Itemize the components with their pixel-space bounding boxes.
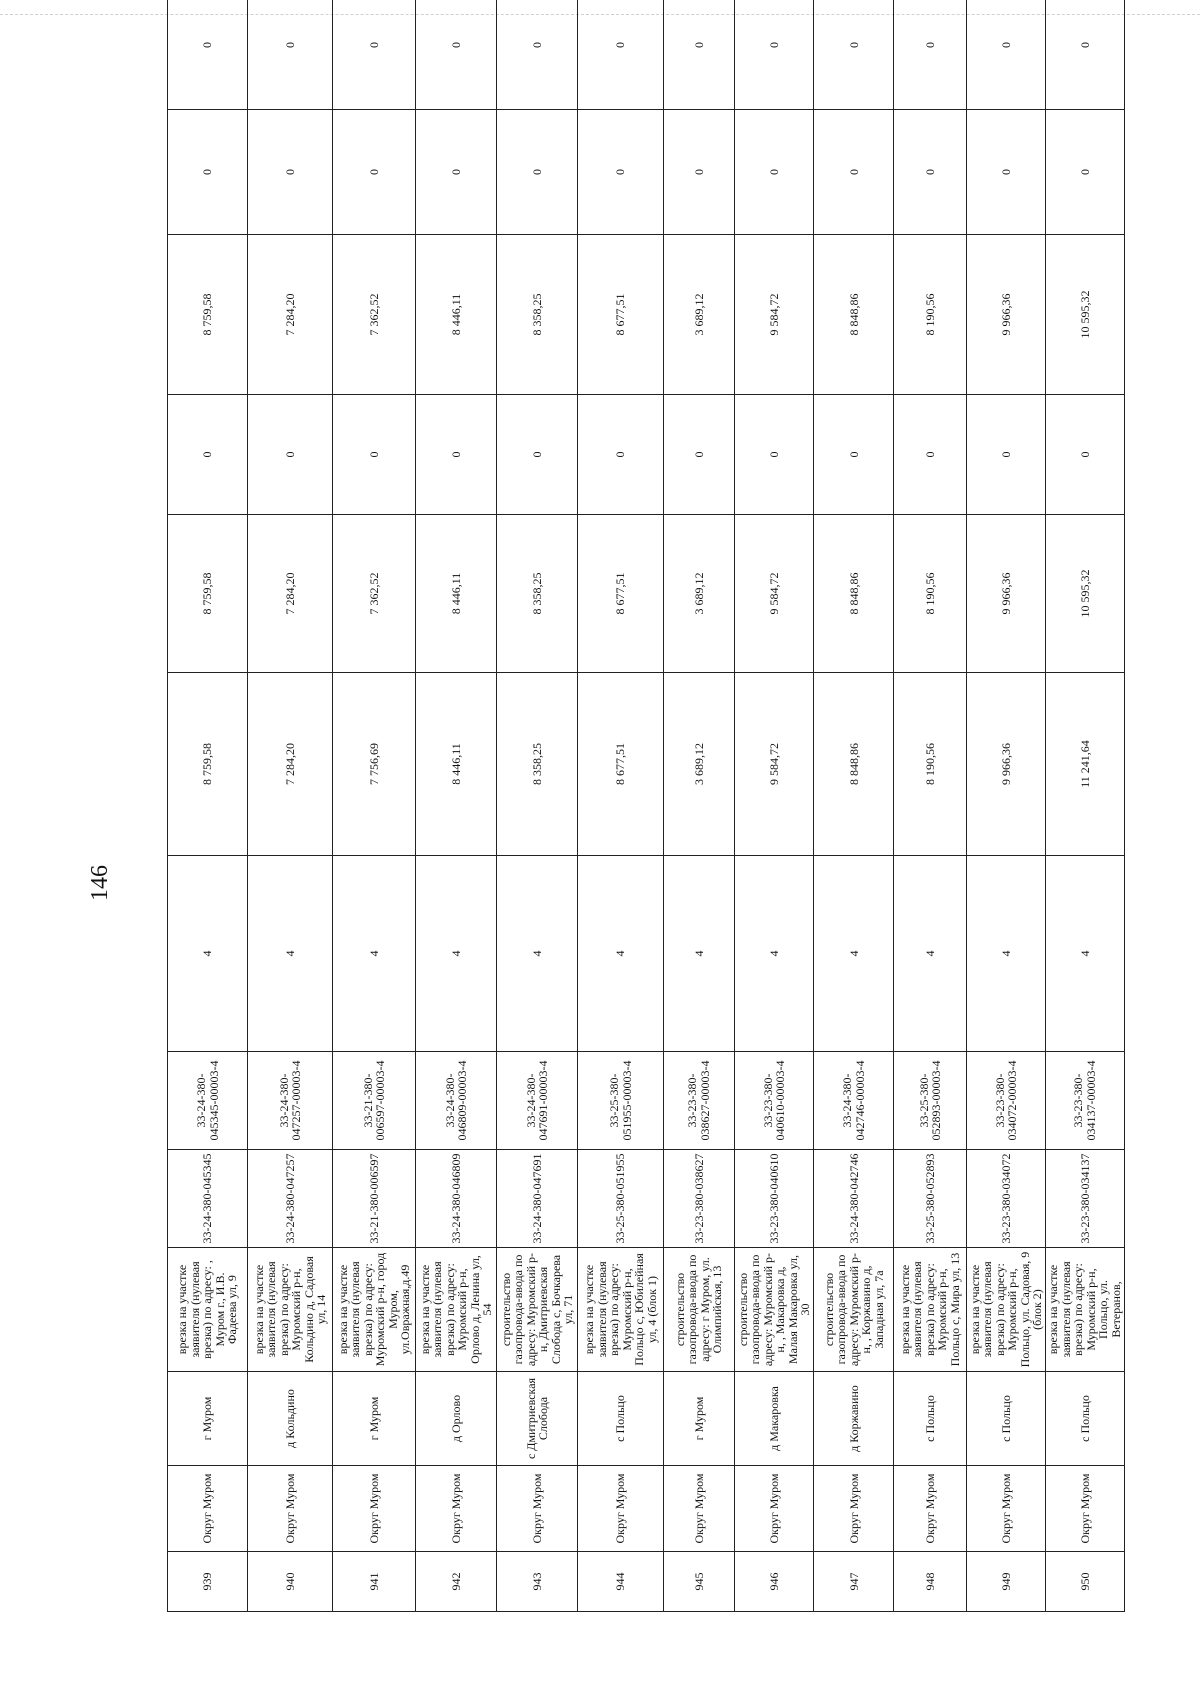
amount-cell-4: 10 595,32 <box>1045 235 1124 395</box>
description-cell: врезка на участке заявителя (нулевая врезка) по адресу: , Муром г., И.В. Фадеева ул, 9 <box>168 1248 248 1372</box>
amount-cell-1: 8 677,51 <box>578 673 663 856</box>
amount-cell-5: 0 <box>578 110 663 235</box>
description-cell: врезка на участке заявителя (нулевая врезка) по адресу: Муромский р-н, Польцо, ул. Ветеранов, <box>1045 1248 1124 1372</box>
contract-code-cell: 33-23-380-034072-00003-4 <box>967 1052 1046 1150</box>
description-cell: врезка на участке заявителя (нулевая врезка) по адресу: Муромский р-н, Польцо, ул. Садовая, 9 (блок 2) <box>967 1248 1046 1372</box>
row-number: 940 <box>248 1552 333 1612</box>
amount-cell-4: 8 190,56 <box>894 235 967 395</box>
amount-cell-5: 0 <box>248 110 333 235</box>
count-cell: 4 <box>1045 856 1124 1052</box>
contract-code-cell: 33-23-380-034137-00003-4 <box>1045 1052 1124 1150</box>
locality-cell: д Коржавино <box>814 1372 894 1466</box>
table-row <box>814 0 894 1612</box>
amount-cell-3: 0 <box>894 395 967 515</box>
amount-cell-3: 0 <box>168 395 248 515</box>
object-code-cell: 33-23-380-040610 <box>735 1150 814 1248</box>
description-cell: врезка на участке заявителя (нулевая врезка) по адресу: Муромский р-н, город Муром, ул.Овражная,д.49 <box>333 1248 416 1372</box>
amount-cell-5: 0 <box>735 110 814 235</box>
amount-cell-2: 9 966,36 <box>967 515 1046 673</box>
amount-cell-1: 8 446,11 <box>416 673 497 856</box>
amount-cell-3: 0 <box>967 395 1046 515</box>
data-table <box>167 0 1125 1612</box>
object-code-cell: 33-24-380-045345 <box>168 1150 248 1248</box>
row-number: 950 <box>1045 1552 1124 1612</box>
amount-cell-1: 8 190,56 <box>894 673 967 856</box>
object-code-cell: 33-23-380-034072 <box>967 1150 1046 1248</box>
amount-cell-1: 8 848,86 <box>814 673 894 856</box>
locality-cell: с Польцо <box>578 1372 663 1466</box>
locality-cell: г Муром <box>168 1372 248 1466</box>
amount-cell-6: 0 <box>814 0 894 110</box>
object-code-cell: 33-24-380-042746 <box>814 1150 894 1248</box>
amount-cell-6: 0 <box>168 0 248 110</box>
district-cell: Округ Муром <box>967 1466 1046 1552</box>
contract-code-cell: 33-24-380-045345-00003-4 <box>168 1052 248 1150</box>
amount-cell-4: 3 689,12 <box>663 235 735 395</box>
object-code-cell: 33-24-380-046809 <box>416 1150 497 1248</box>
contract-code-cell: 33-24-380-047257-00003-4 <box>248 1052 333 1150</box>
locality-cell: с Польцо <box>967 1372 1046 1466</box>
amount-cell-3: 0 <box>333 395 416 515</box>
amount-cell-5: 0 <box>333 110 416 235</box>
amount-cell-6: 0 <box>894 0 967 110</box>
locality-cell: с Польцо <box>894 1372 967 1466</box>
table-row <box>1045 0 1124 1612</box>
count-cell: 4 <box>248 856 333 1052</box>
count-cell: 4 <box>814 856 894 1052</box>
count-cell: 4 <box>894 856 967 1052</box>
amount-cell-2: 8 677,51 <box>578 515 663 673</box>
district-cell: Округ Муром <box>814 1466 894 1552</box>
object-code-cell: 33-23-380-038627 <box>663 1150 735 1248</box>
amount-cell-2: 8 848,86 <box>814 515 894 673</box>
contract-code-cell: 33-21-380-006597-00003-4 <box>333 1052 416 1150</box>
table-row <box>894 0 967 1612</box>
object-code-cell: 33-24-380-047691 <box>497 1150 578 1248</box>
row-number: 944 <box>578 1552 663 1612</box>
amount-cell-2: 8 759,58 <box>168 515 248 673</box>
table-row <box>248 0 333 1612</box>
district-cell: Округ Муром <box>735 1466 814 1552</box>
amount-cell-2: 9 584,72 <box>735 515 814 673</box>
amount-cell-5: 0 <box>168 110 248 235</box>
amount-cell-6: 0 <box>333 0 416 110</box>
table-row <box>735 0 814 1612</box>
amount-cell-2: 8 358,25 <box>497 515 578 673</box>
rotated-table-container <box>167 42 1125 1612</box>
amount-cell-4: 8 677,51 <box>578 235 663 395</box>
amount-cell-2: 7 284,20 <box>248 515 333 673</box>
row-number: 948 <box>894 1552 967 1612</box>
district-cell: Округ Муром <box>333 1466 416 1552</box>
locality-cell: г Муром <box>333 1372 416 1466</box>
description-cell: врезка на участке заявителя (нулевая врезка) по адресу: Муромский р-н, Польцо с, Юбилейная ул, 4 (блок 1) <box>578 1248 663 1372</box>
amount-cell-6: 0 <box>735 0 814 110</box>
row-number: 949 <box>967 1552 1046 1612</box>
page-number: 146 <box>87 865 113 901</box>
amount-cell-2: 10 595,32 <box>1045 515 1124 673</box>
description-cell: строительство газопровода-ввода по адресу: Муромский р-н, Дмитриевская Слобода с, Бочкарева ул, 71 <box>497 1248 578 1372</box>
amount-cell-6: 0 <box>416 0 497 110</box>
row-number: 945 <box>663 1552 735 1612</box>
amount-cell-3: 0 <box>497 395 578 515</box>
contract-code-cell: 33-24-380-047691-00003-4 <box>497 1052 578 1150</box>
amount-cell-6: 0 <box>497 0 578 110</box>
amount-cell-1: 8 358,25 <box>497 673 578 856</box>
amount-cell-4: 9 966,36 <box>967 235 1046 395</box>
locality-cell: д Орлово <box>416 1372 497 1466</box>
description-cell: строительство газопровода-ввода по адресу: Муромский р-н, , Коржавино д, Западная ул, 7а <box>814 1248 894 1372</box>
amount-cell-1: 8 759,58 <box>168 673 248 856</box>
amount-cell-3: 0 <box>1045 395 1124 515</box>
amount-cell-2: 3 689,12 <box>663 515 735 673</box>
row-number: 947 <box>814 1552 894 1612</box>
contract-code-cell: 33-23-380-038627-00003-4 <box>663 1052 735 1150</box>
row-number: 946 <box>735 1552 814 1612</box>
description-cell: врезка на участке заявителя (нулевая врезка) по адресу: Муромский р-н, Польцо с, Мира ул, 13 <box>894 1248 967 1372</box>
row-number: 942 <box>416 1552 497 1612</box>
amount-cell-3: 0 <box>814 395 894 515</box>
locality-cell: с Дмитриевская Слобода <box>497 1372 578 1466</box>
district-cell: Округ Муром <box>168 1466 248 1552</box>
amount-cell-5: 0 <box>416 110 497 235</box>
object-code-cell: 33-24-380-047257 <box>248 1150 333 1248</box>
amount-cell-3: 0 <box>663 395 735 515</box>
table-row <box>168 0 248 1612</box>
amount-cell-6: 0 <box>967 0 1046 110</box>
count-cell: 4 <box>735 856 814 1052</box>
amount-cell-1: 9 584,72 <box>735 673 814 856</box>
amount-cell-1: 9 966,36 <box>967 673 1046 856</box>
amount-cell-4: 8 759,58 <box>168 235 248 395</box>
amount-cell-4: 8 358,25 <box>497 235 578 395</box>
object-code-cell: 33-25-380-051955 <box>578 1150 663 1248</box>
amount-cell-6: 0 <box>578 0 663 110</box>
amount-cell-5: 0 <box>497 110 578 235</box>
amount-cell-4: 7 284,20 <box>248 235 333 395</box>
count-cell: 4 <box>663 856 735 1052</box>
district-cell: Округ Муром <box>497 1466 578 1552</box>
table-row <box>416 0 497 1612</box>
amount-cell-5: 0 <box>894 110 967 235</box>
amount-cell-5: 0 <box>814 110 894 235</box>
count-cell: 4 <box>497 856 578 1052</box>
object-code-cell: 33-25-380-052893 <box>894 1150 967 1248</box>
count-cell: 4 <box>967 856 1046 1052</box>
amount-cell-1: 7 284,20 <box>248 673 333 856</box>
district-cell: Округ Муром <box>663 1466 735 1552</box>
locality-cell: д Кольдино <box>248 1372 333 1466</box>
row-number: 943 <box>497 1552 578 1612</box>
amount-cell-3: 0 <box>578 395 663 515</box>
amount-cell-1: 3 689,12 <box>663 673 735 856</box>
contract-code-cell: 33-25-380-051955-00003-4 <box>578 1052 663 1150</box>
contract-code-cell: 33-24-380-042746-00003-4 <box>814 1052 894 1150</box>
locality-cell: г Муром <box>663 1372 735 1466</box>
amount-cell-6: 0 <box>1045 0 1124 110</box>
district-cell: Округ Муром <box>894 1466 967 1552</box>
locality-cell: д Макаровка <box>735 1372 814 1466</box>
count-cell: 4 <box>578 856 663 1052</box>
amount-cell-4: 9 584,72 <box>735 235 814 395</box>
description-cell: строительство газопровода-ввода по адресу: Муромский р-н, , Макаровка д, Малая Макаровка ул, 30 <box>735 1248 814 1372</box>
amount-cell-3: 0 <box>416 395 497 515</box>
contract-code-cell: 33-23-380-040610-00003-4 <box>735 1052 814 1150</box>
amount-cell-3: 0 <box>248 395 333 515</box>
amount-cell-2: 8 190,56 <box>894 515 967 673</box>
object-code-cell: 33-23-380-034137 <box>1045 1150 1124 1248</box>
district-cell: Округ Муром <box>416 1466 497 1552</box>
district-cell: Округ Муром <box>578 1466 663 1552</box>
description-cell: строительство газопровода-ввода по адресу: г Муром, ул. Олимпийская, 13 <box>663 1248 735 1372</box>
table-row <box>663 0 735 1612</box>
table-body <box>168 0 1125 1612</box>
object-code-cell: 33-21-380-006597 <box>333 1150 416 1248</box>
district-cell: Округ Муром <box>248 1466 333 1552</box>
amount-cell-1: 7 756,69 <box>333 673 416 856</box>
amount-cell-2: 8 446,11 <box>416 515 497 673</box>
row-number: 939 <box>168 1552 248 1612</box>
table-row <box>333 0 416 1612</box>
row-number: 941 <box>333 1552 416 1612</box>
contract-code-cell: 33-24-380-046809-00003-4 <box>416 1052 497 1150</box>
amount-cell-6: 0 <box>248 0 333 110</box>
amount-cell-5: 0 <box>967 110 1046 235</box>
district-cell: Округ Муром <box>1045 1466 1124 1552</box>
amount-cell-1: 11 241,64 <box>1045 673 1124 856</box>
table-row <box>497 0 578 1612</box>
contract-code-cell: 33-25-380-052893-00003-4 <box>894 1052 967 1150</box>
count-cell: 4 <box>333 856 416 1052</box>
table-row <box>967 0 1046 1612</box>
table-row <box>578 0 663 1612</box>
amount-cell-5: 0 <box>1045 110 1124 235</box>
amount-cell-5: 0 <box>663 110 735 235</box>
amount-cell-3: 0 <box>735 395 814 515</box>
amount-cell-4: 7 362,52 <box>333 235 416 395</box>
description-cell: врезка на участке заявителя (нулевая врезка) по адресу: Муромский р-н, Кольдино д, Садовая ул, 14 <box>248 1248 333 1372</box>
locality-cell: с Польцо <box>1045 1372 1124 1466</box>
description-cell: врезка на участке заявителя (нулевая врезка) по адресу: Муромский р-н, Орлово д, Ленина ул, 54 <box>416 1248 497 1372</box>
amount-cell-6: 0 <box>663 0 735 110</box>
amount-cell-4: 8 848,86 <box>814 235 894 395</box>
count-cell: 4 <box>416 856 497 1052</box>
count-cell: 4 <box>168 856 248 1052</box>
amount-cell-2: 7 362,52 <box>333 515 416 673</box>
amount-cell-4: 8 446,11 <box>416 235 497 395</box>
